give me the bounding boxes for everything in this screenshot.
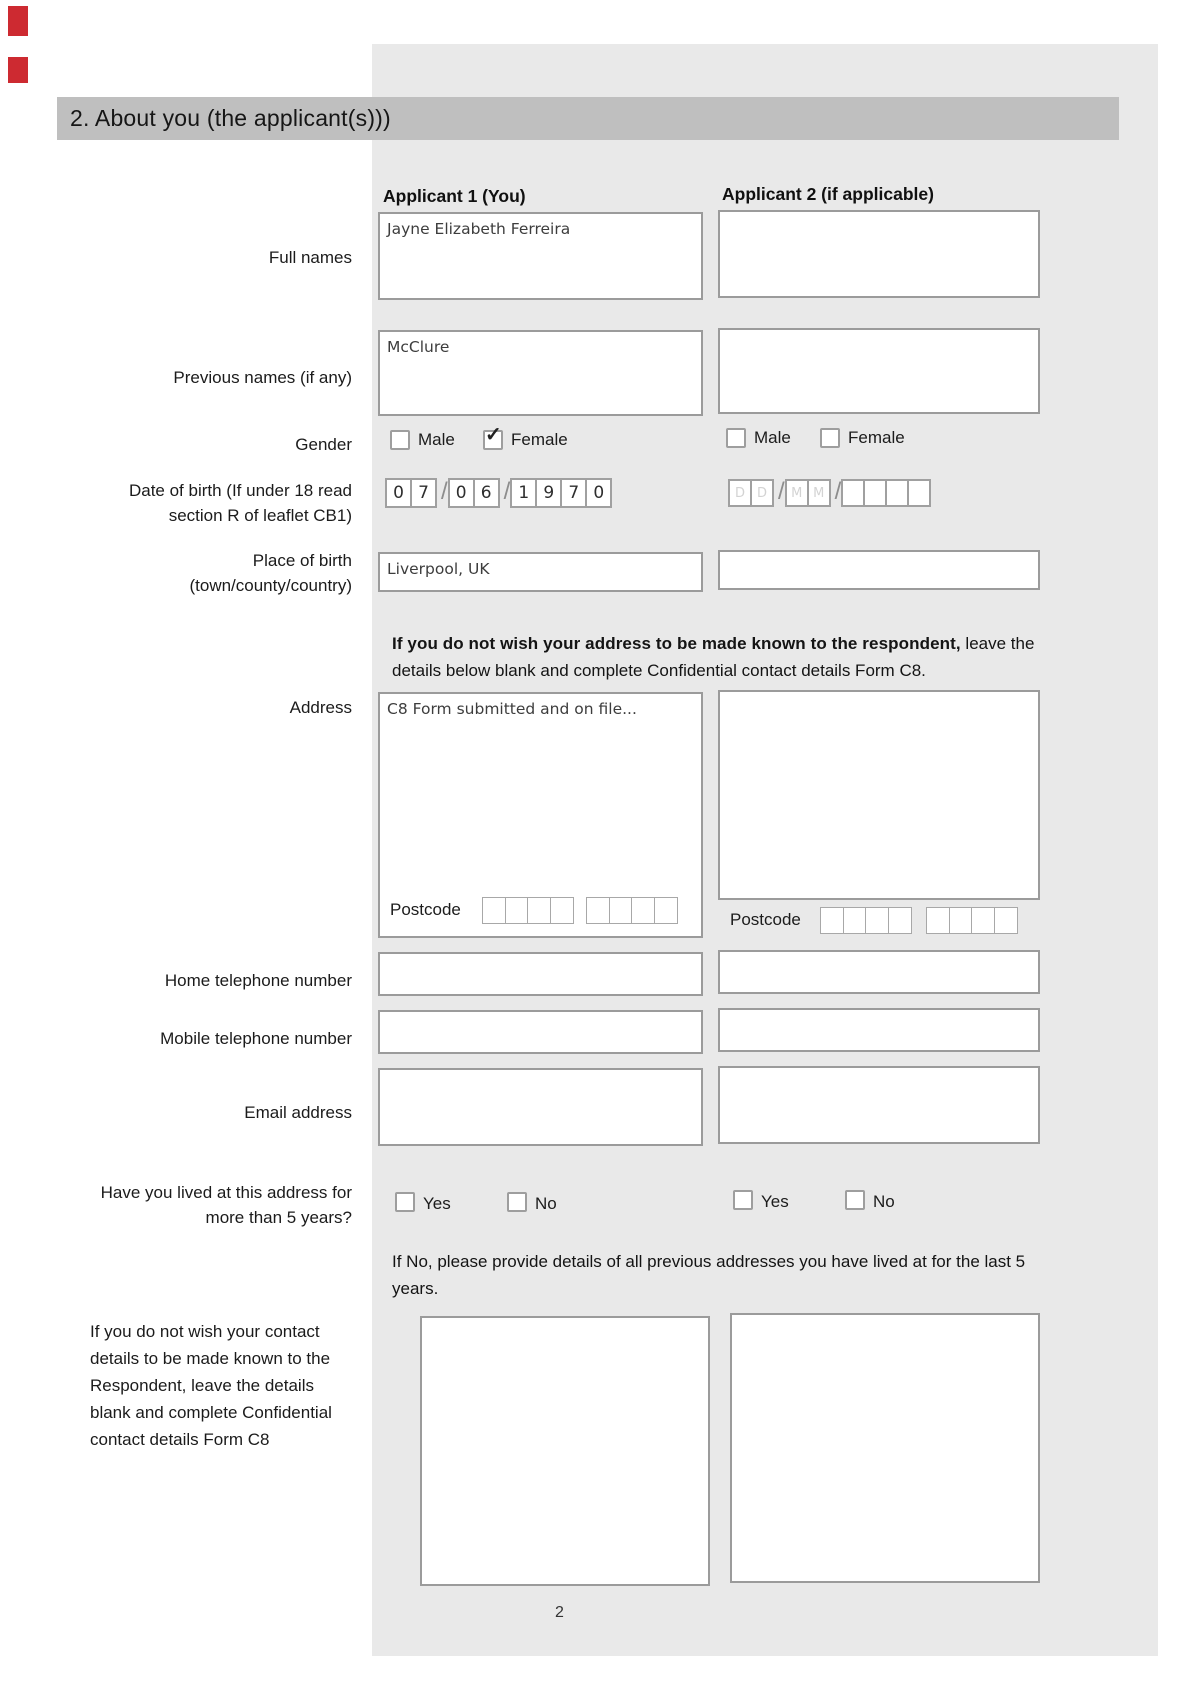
postcode-label-applicant1: Postcode [390,900,461,919]
gender-female-label-applicant1: Female [511,430,568,449]
dob-input-applicant2[interactable] [728,479,931,507]
email-input-applicant2[interactable] [718,1066,1040,1144]
postcode-input-applicant2[interactable] [820,907,1018,934]
dob-label-line1: Date of birth (If under 18 read [128,481,352,500]
dob-year2[interactable] [863,479,887,507]
dob-day2[interactable]: 7 [410,478,437,508]
applicant2-column-header: Applicant 2 (if applicable) [722,184,934,204]
gender-male-label-applicant2: Male [754,428,791,447]
mobile-phone-input-applicant1[interactable] [378,1010,703,1054]
five-years-yes-label-applicant1: Yes [423,1194,451,1213]
home-phone-input-applicant1[interactable] [378,952,703,996]
full-names-input-applicant2[interactable] [718,210,1040,298]
dob-year1[interactable]: 1 [510,478,537,508]
gender-female-label-applicant2: Female [848,428,905,447]
five-years-no-label-applicant1: No [535,1194,557,1213]
mobile-phone-input-applicant2[interactable] [718,1008,1040,1052]
dob-year2[interactable]: 9 [535,478,562,508]
dob-year1[interactable] [841,479,865,507]
previous-names-input-applicant2[interactable] [718,328,1040,414]
home-phone-label: Home telephone number [164,971,352,990]
gender-male-label-applicant1: Male [418,430,455,449]
dob-slash: / [778,478,785,505]
if-no-note: If No, please provide details of all previous addresses you have lived at for the last 5 years. [392,1252,1026,1298]
applicant1-column-header: Applicant 1 (You) [383,186,526,206]
five-years-label-line1: Have you lived at this address for [100,1183,352,1202]
postcode-label-applicant2: Postcode [730,910,801,929]
gender-female-checkbox-applicant2[interactable] [820,428,840,448]
place-of-birth-input-applicant1[interactable]: Liverpool, UK [378,552,703,592]
five-years-yes-checkbox-applicant1[interactable] [395,1192,415,1212]
previous-addresses-input-applicant1[interactable] [420,1316,710,1586]
contact-confidentiality-note: If you do not wish your contact details to be made known to the Respondent, leave the details blank and complete Confidential contact details Form C8 [90,1322,332,1449]
previous-names-input-applicant1[interactable]: McClure [378,330,703,416]
dob-day1[interactable]: D [728,479,752,507]
red-scan-mark [8,57,28,83]
five-years-no-checkbox-applicant2[interactable] [845,1190,865,1210]
five-years-yes-checkbox-applicant2[interactable] [733,1190,753,1210]
checkmark-icon: ✓ [485,424,502,446]
dob-year4[interactable] [907,479,931,507]
five-years-no-checkbox-applicant1[interactable] [507,1192,527,1212]
full-names-label: Full names [268,248,352,267]
address-label: Address [289,698,352,717]
red-scan-mark [8,6,28,36]
dob-year4[interactable]: 0 [585,478,612,508]
gender-label: Gender [295,435,352,454]
gender-female-checkbox-applicant1[interactable] [483,424,503,450]
dob-year3[interactable] [885,479,909,507]
address-confidentiality-note [392,630,1040,684]
mobile-phone-label: Mobile telephone number [160,1029,352,1048]
address-input-applicant1[interactable] [378,692,703,938]
five-years-yes-label-applicant2: Yes [761,1192,789,1211]
dob-input-applicant1[interactable] [385,478,612,508]
address-value-applicant1: C8 Form submitted and on file... [387,700,637,718]
dob-month1[interactable]: 0 [448,478,475,508]
place-of-birth-input-applicant2[interactable] [718,550,1040,590]
dob-slash: / [503,478,511,505]
page-number: 2 [555,1604,564,1621]
address-input-applicant2[interactable] [718,690,1040,900]
dob-month2[interactable]: M [807,479,831,507]
dob-day1[interactable]: 0 [385,478,412,508]
email-input-applicant1[interactable] [378,1068,703,1146]
home-phone-input-applicant2[interactable] [718,950,1040,994]
gender-male-checkbox-applicant2[interactable] [726,428,746,448]
five-years-no-label-applicant2: No [873,1192,895,1211]
place-of-birth-label-line1: Place of birth [252,551,352,570]
place-of-birth-label-line2: (town/county/country) [189,576,352,595]
address-note-bold: If you do not wish your address to be made known to the respondent, [392,634,961,653]
dob-month2[interactable]: 6 [473,478,500,508]
gender-male-checkbox-applicant1[interactable] [390,430,410,450]
postcode-input-applicant1[interactable] [482,897,678,924]
previous-names-label: Previous names (if any) [173,368,352,387]
dob-slash: / [441,478,448,505]
previous-addresses-input-applicant2[interactable] [730,1313,1040,1583]
dob-slash: / [834,478,842,505]
email-label: Email address [244,1103,352,1122]
section-header [57,97,1119,140]
dob-day2[interactable]: D [750,479,774,507]
full-names-input-applicant1[interactable]: Jayne Elizabeth Ferreira [378,212,703,300]
address-note-regular: leave the details below blank and complete Confidential contact details Form C8. [392,634,1035,680]
dob-year3[interactable]: 7 [560,478,587,508]
five-years-label-line2: more than 5 years? [205,1208,352,1227]
dob-label-line2: section R of leaflet CB1) [168,506,352,525]
section-title: 2. About you (the applicant(s))) [70,105,391,131]
dob-month1[interactable]: M [785,479,809,507]
